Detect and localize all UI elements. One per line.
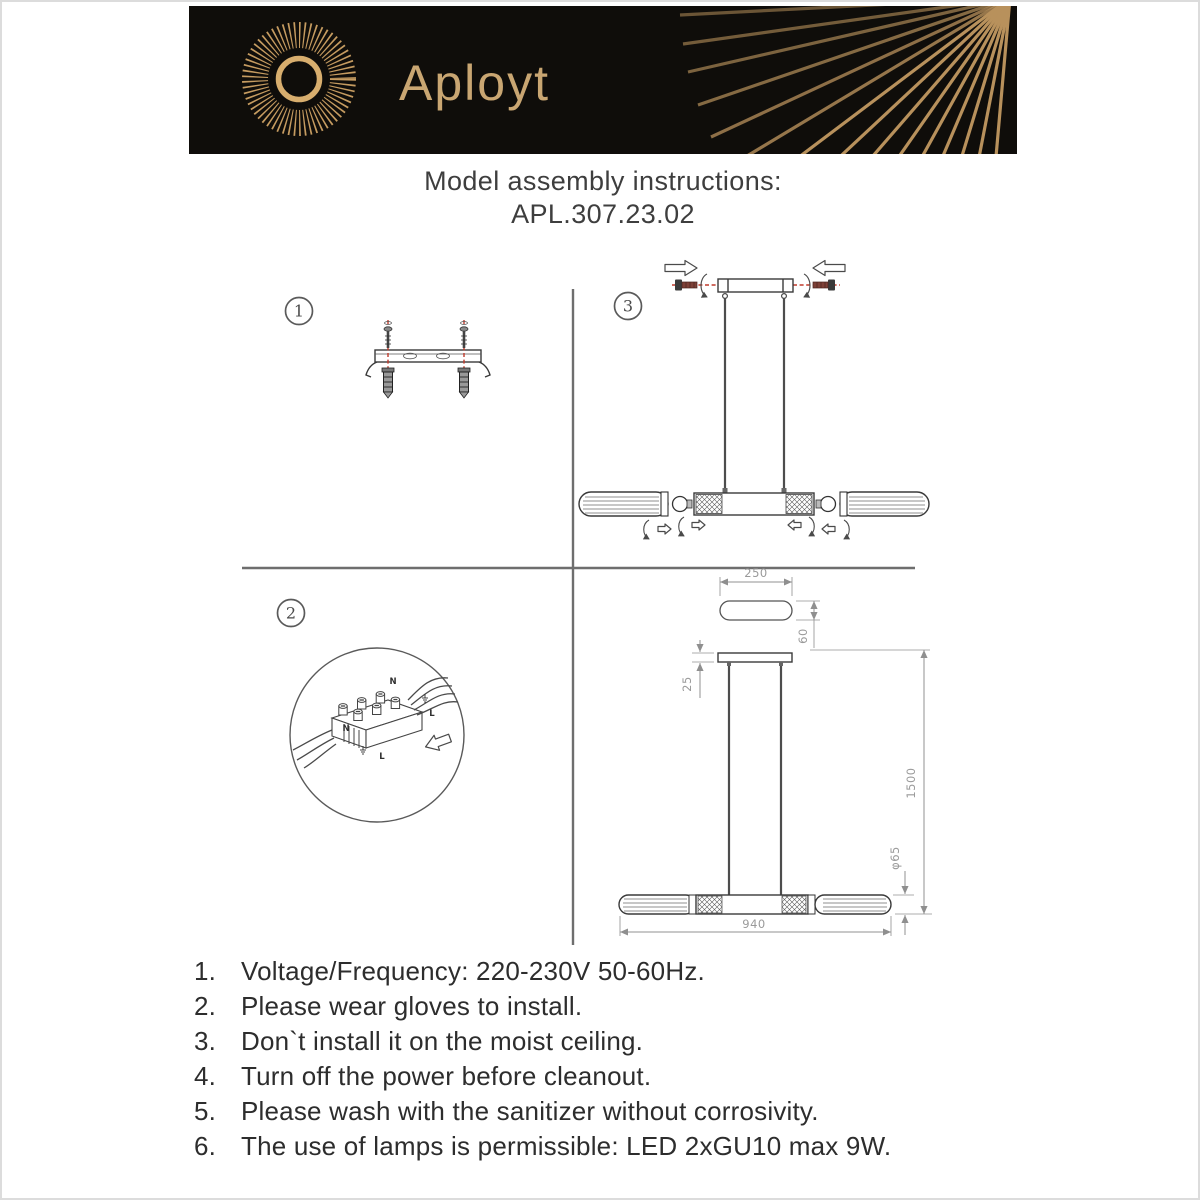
instruction-item — [194, 1098, 1094, 1125]
push-left-arrow-icon — [813, 261, 845, 276]
step1-number: 1 — [293, 301, 305, 321]
dim-canopy-depth: 60 — [796, 628, 810, 644]
cable-gripper — [782, 294, 787, 299]
knurled-socket-left — [696, 495, 722, 514]
dim-canopy-length: 250 — [744, 566, 768, 580]
gu10-bulb-right — [816, 497, 836, 512]
model-number: APL.307.23.02 — [511, 199, 695, 229]
canopy-front-view — [718, 653, 792, 662]
wire-label-l-bottom: L — [379, 752, 385, 762]
push-right-arrow-icon — [665, 261, 697, 276]
step2-wiring-diagram — [290, 648, 464, 822]
instruction-item — [194, 958, 1094, 985]
instruction-number: 2. — [194, 991, 217, 1021]
instruction-number: 1. — [194, 956, 217, 986]
step3-number: 3 — [622, 296, 634, 316]
instruction-text: Voltage/Frequency: 220-230V 50-60Hz. — [241, 956, 705, 986]
dim-bar-length: 940 — [742, 917, 766, 931]
canopy-screw-right — [813, 280, 835, 291]
instruction-number: 4. — [194, 1061, 217, 1091]
dim-hanging-height: 1500 — [904, 767, 918, 799]
instruction-text: Don`t install it on the moist ceiling. — [241, 1026, 644, 1056]
step2-number: 2 — [285, 603, 297, 623]
fixture-wires — [293, 730, 336, 768]
instruction-number: 6. — [194, 1131, 217, 1161]
connect-arrow-icon — [423, 730, 453, 754]
insert-arrow-icon — [788, 520, 801, 530]
rotate-arrow-icon — [679, 517, 684, 536]
wire-label-n-bottom: N — [342, 724, 350, 734]
insert-arrow-icon — [692, 520, 705, 530]
step1-badge — [286, 298, 313, 325]
lamp-bar-front-view — [619, 895, 891, 914]
dim-canopy-thickness: 25 — [680, 676, 694, 692]
diffuser-tube-right — [840, 492, 929, 516]
dim-tube-diameter: φ65 — [888, 846, 902, 870]
instructions-list — [194, 958, 1094, 1168]
canopy-screw-left — [675, 280, 697, 291]
instruction-item — [194, 1133, 1094, 1160]
wire-label-n-top: N — [389, 677, 397, 687]
mounting-bracket — [375, 350, 481, 362]
bracket-left-flange — [366, 362, 377, 377]
knurled-socket-right — [786, 495, 812, 514]
rotate-arrow-icon — [809, 517, 814, 536]
brand-wordmark: Aployt — [399, 55, 550, 111]
instruction-item — [194, 1063, 1094, 1090]
rotate-arrow-icon — [644, 520, 649, 539]
instruction-text: The use of lamps is permissible: LED 2xGU10 max 9W. — [241, 1131, 892, 1161]
bracket-right-flange — [479, 362, 490, 377]
insert-arrow-icon — [658, 524, 671, 534]
instruction-text: Please wash with the sanitizer without corrosivity. — [241, 1096, 819, 1126]
title-line1: Model assembly instructions: — [424, 166, 782, 196]
instruction-number: 3. — [194, 1026, 217, 1056]
insert-arrow-icon — [822, 524, 835, 534]
instruction-number: 5. — [194, 1096, 217, 1126]
canopy-top-view — [720, 601, 792, 620]
wire-label-l-top: L — [429, 709, 435, 719]
diffuser-tube-left — [579, 492, 668, 516]
instruction-item — [194, 993, 1094, 1020]
step1-bracket-diagram — [366, 320, 490, 398]
instruction-text: Please wear gloves to install. — [241, 991, 583, 1021]
cable-gripper — [723, 294, 728, 299]
dimension-drawing — [619, 566, 932, 936]
instruction-text: Turn off the power before cleanout. — [241, 1061, 652, 1091]
rotate-arrow-icon — [844, 520, 849, 539]
step3-badge — [615, 293, 642, 320]
instruction-item — [194, 1028, 1094, 1055]
step2-badge — [278, 600, 305, 627]
gu10-bulb-left — [673, 497, 693, 512]
canopy-side-view — [718, 279, 793, 292]
